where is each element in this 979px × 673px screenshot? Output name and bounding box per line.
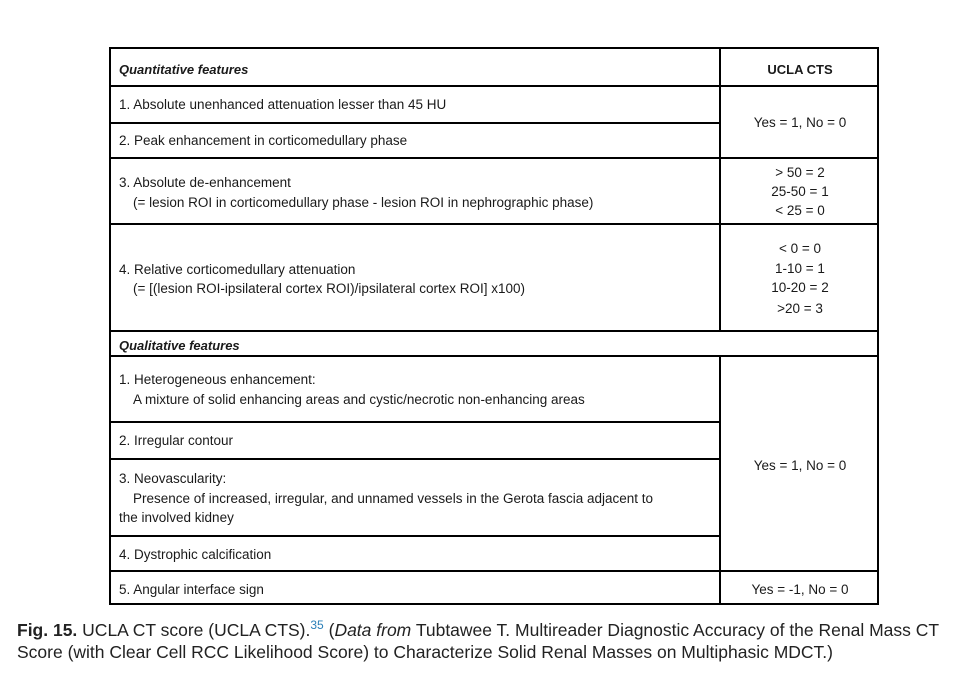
ucla-cts-table xyxy=(109,47,879,605)
score-row-4-d: >20 = 3 xyxy=(777,301,823,316)
score-qualitative-5: Yes = -1, No = 0 xyxy=(751,582,849,597)
row-divider xyxy=(111,85,877,87)
row-neovascularity-desc: Presence of increased, irregular, and unnamed vessels in the Gerota fascia adjacent to xyxy=(133,491,654,506)
row-de-enhancement-title: 3. Absolute de-enhancement xyxy=(119,175,291,190)
score-qualitative-1-4: Yes = 1, No = 0 xyxy=(753,458,847,473)
row-neovascularity-desc-cont: the involved kidney xyxy=(119,510,234,525)
row-heterogeneous-desc: A mixture of solid enhancing areas and cystic/necrotic non-enhancing areas xyxy=(133,392,585,407)
row-relative-attenuation-formula: (= [(lesion ROI-ipsilateral cortex ROI)/ipsilateral cortex ROI] x100) xyxy=(133,281,525,296)
row-de-enhancement-formula: (= lesion ROI in corticomedullary phase - lesion ROI in nephrographic phase) xyxy=(133,195,594,210)
row-relative-attenuation-title: 4. Relative corticomedullary attenuation xyxy=(119,262,356,277)
row-absolute-unenhanced: 1. Absolute unenhanced attenuation lesser than 45 HU xyxy=(119,97,447,112)
caption-source: Tubtawee T. Multireader Diagnostic Accuracy of the Renal Mass CT Score (with Clear Cell RCC Likelihood Score) to Characterize Solid Renal Masses on Multiphasic MDCT.) xyxy=(17,619,939,662)
column-divider xyxy=(719,49,721,332)
score-rows-1-2: Yes = 1, No = 0 xyxy=(753,115,847,130)
row-heterogeneous-title: 1. Heterogeneous enhancement: xyxy=(119,372,316,387)
header-qualitative: Qualitative features xyxy=(119,338,240,353)
score-row-4-c: 10-20 = 2 xyxy=(771,280,829,295)
score-row-4-a: < 0 = 0 xyxy=(778,241,822,256)
row-divider xyxy=(111,458,719,460)
caption-title: UCLA CT score (UCLA CTS). xyxy=(82,619,311,640)
row-angular-interface: 5. Angular interface sign xyxy=(119,582,264,597)
row-peak-enhancement: 2. Peak enhancement in corticomedullary phase xyxy=(119,133,408,148)
figure-caption xyxy=(17,614,977,663)
row-divider xyxy=(111,223,877,225)
header-ucla-cts: UCLA CTS xyxy=(767,62,833,77)
score-row-3-c: < 25 = 0 xyxy=(775,203,825,218)
caption-open-paren: ( xyxy=(328,619,335,640)
row-divider xyxy=(111,535,719,537)
row-neovascularity-title: 3. Neovascularity: xyxy=(119,471,227,486)
row-divider xyxy=(111,570,877,572)
figure-label: Fig. 15. xyxy=(17,619,78,640)
score-row-3-b: 25-50 = 1 xyxy=(771,184,829,199)
row-dystrophic-calcification: 4. Dystrophic calcification xyxy=(119,547,272,562)
column-divider xyxy=(719,357,721,605)
row-divider xyxy=(111,330,877,332)
row-divider xyxy=(111,421,719,423)
row-irregular-contour: 2. Irregular contour xyxy=(119,433,234,448)
row-divider xyxy=(111,355,877,357)
header-quantitative: Quantitative features xyxy=(119,62,249,77)
score-row-3-a: > 50 = 2 xyxy=(775,165,825,180)
score-row-4-b: 1-10 = 1 xyxy=(775,261,825,276)
reference-number[interactable]: 35 xyxy=(310,618,324,632)
row-divider xyxy=(111,157,877,159)
row-divider xyxy=(111,122,719,124)
caption-data-from: Data from xyxy=(334,619,412,640)
